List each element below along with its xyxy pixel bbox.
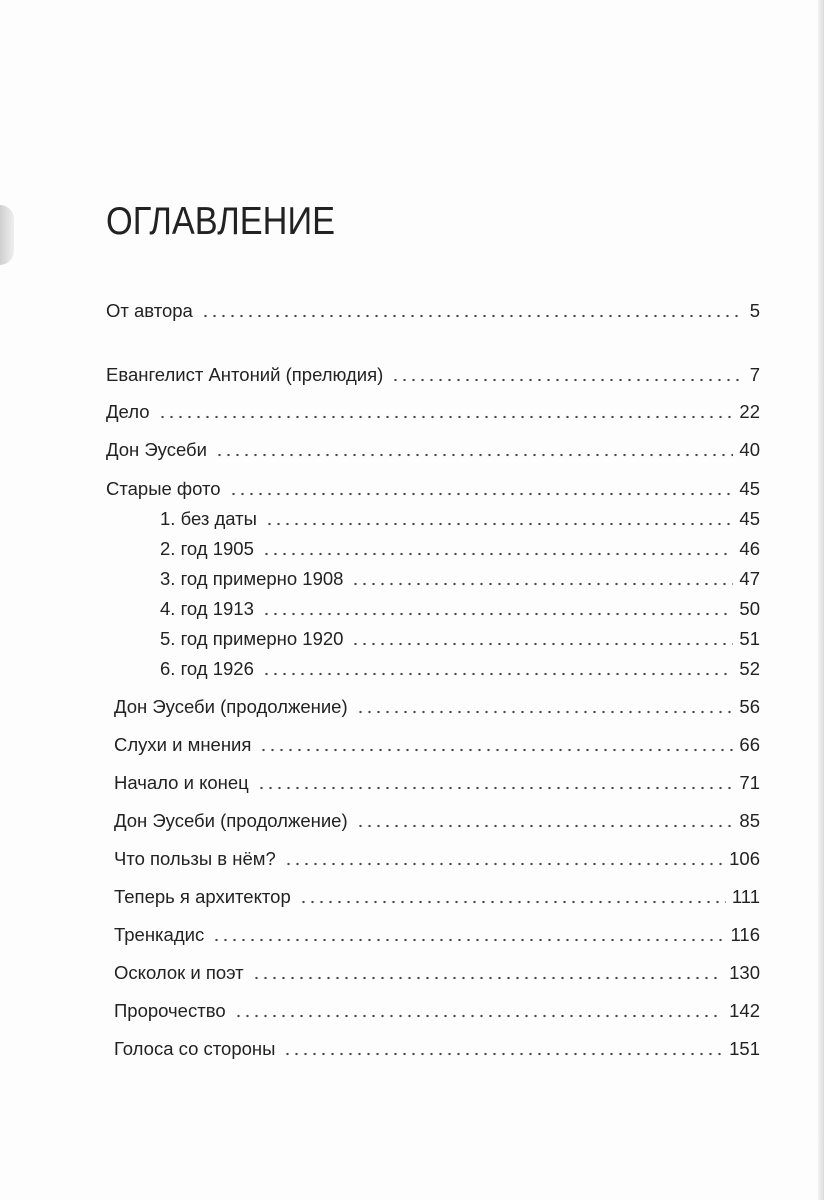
dot-leader [262,552,734,556]
toc-entry-title: От автора [106,300,193,321]
dot-leader [262,612,734,616]
toc-entry-title: 1. без даты [160,508,257,529]
toc-subentry [160,536,760,560]
toc-entry [114,922,760,946]
toc-page-number: 71 [739,772,760,793]
dot-leader [259,748,733,752]
toc-entry [106,399,760,423]
toc-page-number: 40 [739,439,760,460]
toc-subentry [160,626,760,650]
dot-leader [252,976,723,980]
dot-leader [201,314,744,318]
toc-entry [114,770,760,794]
toc-entry-title: 4. год 1913 [160,598,254,619]
dot-leader [391,378,743,382]
dot-leader [234,1014,724,1018]
dot-leader [229,492,734,496]
toc-entry [106,298,760,322]
dot-leader [351,582,733,586]
toc-page-number: 111 [731,886,760,907]
toc-entry-title: Теперь я архитектор [114,886,291,907]
toc-entry-title: 6. год 1926 [160,658,254,679]
toc-entry [114,1036,760,1060]
toc-entry-title: Пророчество [114,1000,226,1021]
dot-leader [356,710,734,714]
toc-subentry [160,656,760,680]
dot-leader [215,453,733,457]
toc-entry [114,998,760,1022]
dot-leader [212,938,724,942]
dot-leader [283,1052,723,1056]
dot-leader [351,642,733,646]
toc-entry-title: Голоса со стороны [114,1038,276,1059]
toc-page-number: 66 [739,734,760,755]
dot-leader [265,522,734,526]
toc-page-number: 46 [739,538,760,559]
toc-page-number: 51 [739,628,760,649]
toc-page-number: 142 [729,1000,760,1021]
toc-entry [114,884,760,908]
toc-entry [114,694,760,718]
dot-leader [356,824,734,828]
toc-page-number: 50 [739,598,760,619]
dot-leader [284,862,723,866]
toc-page-number: 56 [739,696,760,717]
toc-entry [114,808,760,832]
dot-leader [257,786,734,790]
toc-entry-title: Дон Эусеби (продолжение) [114,696,348,717]
toc-page-number: 106 [729,848,760,869]
toc-page-number: 52 [739,658,760,679]
toc-entry-title: Начало и конец [114,772,249,793]
toc-page-number: 22 [739,401,760,422]
toc-entry [114,846,760,870]
toc-entry-title: 3. год примерно 1908 [160,568,344,589]
toc-entry-title: 2. год 1905 [160,538,254,559]
dot-leader [299,900,726,904]
toc-entry-title: Осколок и поэт [114,962,244,983]
toc-entry [106,476,760,500]
toc-entry-title: Дон Эусеби [106,439,207,460]
dot-leader [262,672,734,676]
toc-entry-title: Дон Эусеби (продолжение) [114,810,348,831]
toc-page-number: 5 [749,300,760,321]
toc-subentry [160,506,760,530]
toc-page-number: 45 [739,508,760,529]
toc-page-number: 45 [739,478,760,499]
toc-entry-title: Евангелист Антоний (прелюдия) [106,364,384,385]
toc-entry [106,437,760,461]
toc-page-number: 85 [739,810,760,831]
toc-entry-title: Слухи и мнения [114,734,252,755]
dot-leader [158,415,734,419]
toc-entry-title: 5. год примерно 1920 [160,628,344,649]
toc-entry-title: Старые фото [106,478,221,499]
toc-subentry [160,566,760,590]
toc-entry-title: Дело [106,401,150,422]
toc-entry [114,732,760,756]
page-title: ОГЛАВЛЕНИЕ [106,200,336,243]
toc-page-number: 47 [739,568,760,589]
toc-entry [106,362,760,386]
toc-page-number: 116 [730,924,760,945]
toc-entry [114,960,760,984]
toc-subentry [160,596,760,620]
toc-page-number: 7 [749,364,760,385]
toc-page-number: 130 [729,962,760,983]
toc-page-number: 151 [729,1038,760,1059]
toc-entry-title: Что пользы в нём? [114,848,276,869]
toc-entry-title: Тренкадис [114,924,205,945]
